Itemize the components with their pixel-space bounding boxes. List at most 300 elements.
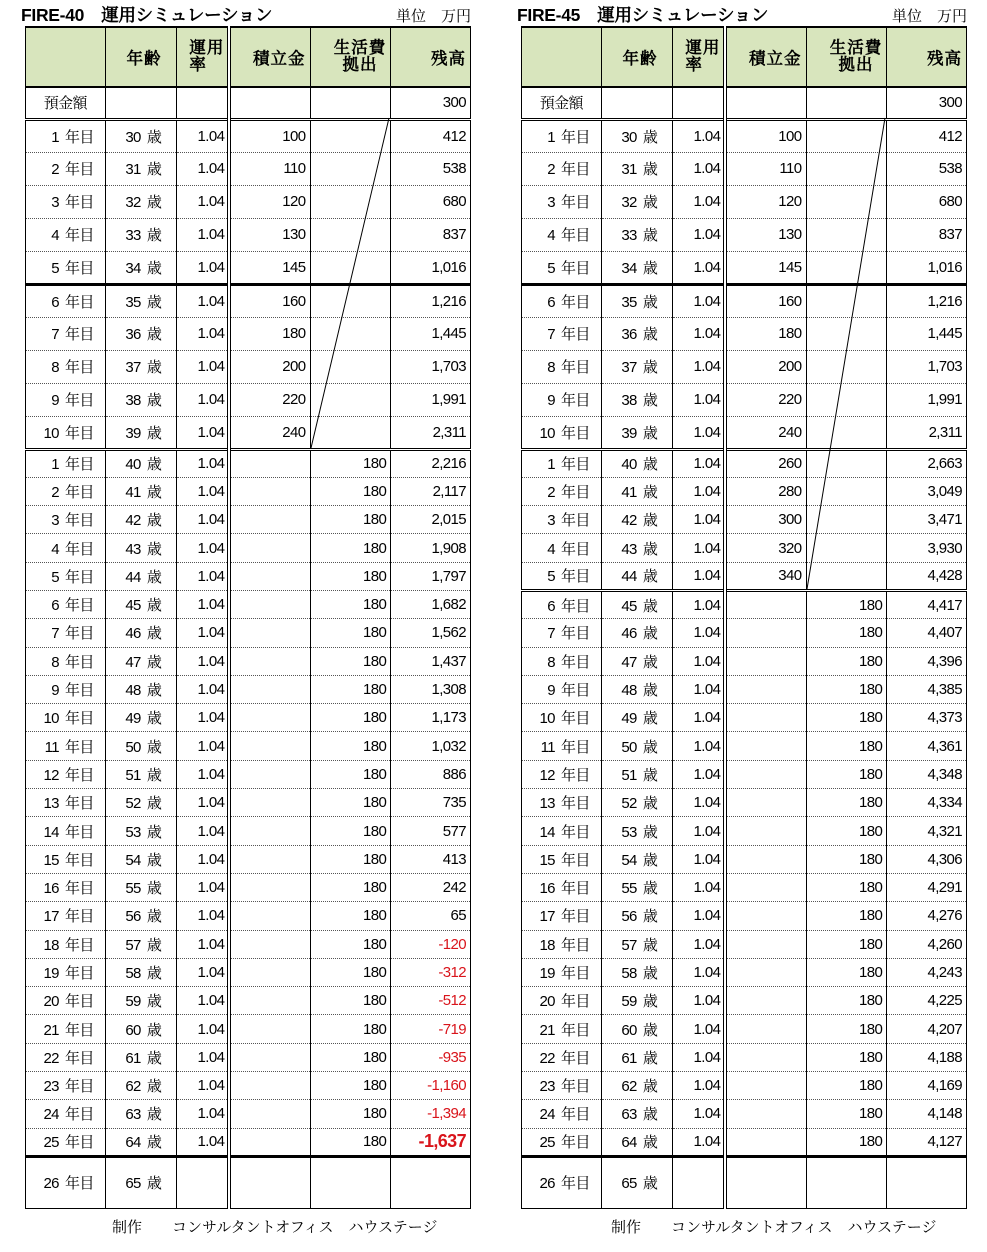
age-cell: [601, 873, 673, 901]
year-suffix: 年目: [560, 710, 590, 728]
age-cell: [601, 760, 673, 788]
year-cell: [522, 506, 602, 534]
balance-value: 1,173: [431, 709, 466, 727]
header-expense-line2: 拠出: [342, 55, 378, 74]
deposit-cell: 145: [725, 251, 806, 284]
rate-cell: 1.04: [673, 317, 725, 350]
expense-cell: 180: [310, 506, 391, 534]
expense-cell: 180: [310, 534, 391, 562]
rate-cell: 1.04: [177, 873, 229, 901]
year-cell: [26, 284, 106, 317]
balance-cell: [887, 1015, 967, 1043]
balance-value: 1,437: [431, 652, 466, 670]
age-number: 52: [621, 795, 637, 813]
balance-value: 2,311: [432, 423, 466, 441]
age-suffix: 歳: [146, 993, 162, 1011]
rate-cell: 1.04: [177, 506, 229, 534]
year-number: 7: [547, 326, 555, 343]
balance-value: 1,216: [927, 292, 962, 310]
balance-value: 4,396: [927, 652, 962, 670]
balance-cell: [887, 1128, 967, 1156]
balance-value: 2,216: [431, 455, 466, 473]
deposit-cell: [229, 1043, 310, 1071]
age-suffix: 歳: [642, 161, 658, 178]
age-cell: [601, 284, 673, 317]
table-row: [26, 350, 471, 383]
expense-cell: 180: [310, 789, 391, 817]
balance-value: 4,127: [927, 1133, 962, 1151]
year-cell: [26, 449, 106, 477]
expense-cell: 180: [806, 760, 887, 788]
age-number: 43: [621, 540, 637, 558]
age-number: 35: [125, 293, 141, 311]
year-suffix: 年目: [560, 823, 590, 841]
age-suffix: 歳: [642, 710, 658, 728]
year-cell: [26, 958, 106, 986]
age-suffix: 歳: [642, 1049, 658, 1067]
age-suffix: 歳: [642, 483, 658, 501]
year-number: 20: [43, 993, 59, 1011]
table-row: [26, 873, 471, 901]
age-cell: [105, 1100, 177, 1128]
rate-cell: 1.04: [177, 845, 229, 873]
year-number: 13: [539, 795, 555, 813]
balance-value: 3,471: [927, 511, 962, 529]
year-cell: [522, 675, 602, 703]
expense-cell: 180: [806, 704, 887, 732]
age-number: 59: [125, 993, 141, 1011]
deposit-cell: 300: [725, 506, 806, 534]
year-number: 18: [539, 936, 555, 954]
balance-cell: [887, 1100, 967, 1128]
deposit-cell: [229, 1128, 310, 1156]
table-row: [26, 1128, 471, 1156]
expense-cell: 180: [310, 647, 391, 675]
age-suffix: 歳: [146, 128, 162, 146]
balance-cell: [887, 449, 967, 477]
expense-cell: 180: [806, 789, 887, 817]
age-cell: [105, 619, 177, 647]
age-cell: [601, 185, 673, 218]
deposit-cell: [725, 987, 806, 1015]
balance-value: 4,207: [927, 1020, 962, 1038]
year-suffix: 年目: [64, 359, 94, 376]
year-cell: [26, 789, 106, 817]
age-suffix: 歳: [146, 1175, 162, 1193]
rate-cell: 1.04: [673, 383, 725, 416]
balance-value: -935: [438, 1048, 466, 1066]
age-cell: [601, 675, 673, 703]
age-cell: [105, 383, 177, 416]
age-suffix: 歳: [146, 625, 162, 643]
age-number: 52: [125, 795, 141, 813]
table-row: [26, 675, 471, 703]
table-row: [522, 789, 967, 817]
age-number: 60: [125, 1021, 141, 1039]
age-suffix: 歳: [642, 227, 658, 244]
deposit-cell: [725, 1100, 806, 1128]
rate-cell: 1.04: [673, 619, 725, 647]
balance-cell: [887, 930, 967, 958]
deposit-cell: 180: [229, 317, 310, 350]
header-row: [26, 27, 471, 87]
year-number: 8: [547, 653, 555, 671]
age-cell: [105, 789, 177, 817]
deposit-cell: [725, 930, 806, 958]
balance-cell: [887, 647, 967, 675]
age-number: 63: [621, 1106, 637, 1124]
balance-cell: [887, 1043, 967, 1071]
year-number: 7: [547, 625, 555, 643]
expense-cell: [806, 119, 887, 152]
table-row: [26, 732, 471, 760]
deposit-cell: [725, 675, 806, 703]
age-cell: [105, 1043, 177, 1071]
year-suffix: 年目: [64, 424, 94, 442]
balance-value: 2,015: [431, 511, 466, 529]
age-number: 40: [125, 456, 141, 474]
rate-cell: 1.04: [177, 416, 229, 449]
balance-value: 1,032: [431, 737, 466, 755]
deposit-cell: [725, 845, 806, 873]
year-suffix: 年目: [560, 161, 590, 178]
header-year: [522, 27, 602, 87]
balance-value: 1,216: [431, 292, 466, 310]
year-cell: [522, 534, 602, 562]
age-suffix: 歳: [642, 456, 658, 474]
table-row: [522, 1015, 967, 1043]
year-cell: [522, 218, 602, 251]
deposit-cell: [229, 1072, 310, 1100]
balance-cell: [391, 930, 471, 958]
year-cell: [26, 562, 106, 590]
header-year: [26, 27, 106, 87]
balance-value: 2,311: [928, 423, 962, 441]
age-number: 59: [621, 993, 637, 1011]
balance-cell: [391, 647, 471, 675]
balance-value: 1,016: [431, 258, 466, 276]
initial-deposit-row: [26, 87, 471, 119]
year-suffix: 年目: [64, 259, 94, 277]
deposit-cell: 200: [229, 350, 310, 383]
rate-cell: 1.04: [177, 1128, 229, 1156]
age-cell: [105, 449, 177, 477]
expense-cell: 180: [806, 647, 887, 675]
table-row: [26, 817, 471, 845]
age-suffix: 歳: [642, 128, 658, 146]
rate-cell: 1.04: [177, 647, 229, 675]
cell-empty: [229, 1156, 310, 1208]
year-cell: [522, 619, 602, 647]
cell-empty: [806, 1156, 887, 1208]
expense-cell: 180: [310, 845, 391, 873]
deposit-cell: 160: [229, 284, 310, 317]
year-cell: [522, 383, 602, 416]
year-cell: [522, 817, 602, 845]
year-number: 3: [51, 194, 59, 211]
year-suffix: 年目: [64, 1049, 94, 1067]
deposit-cell: [229, 1015, 310, 1043]
age-cell: [105, 930, 177, 958]
table-row: [522, 902, 967, 930]
year-suffix: 年目: [560, 851, 590, 869]
year-suffix: 年目: [560, 1078, 590, 1096]
expense-cell: 180: [806, 845, 887, 873]
expense-cell: [310, 383, 391, 416]
year-cell: [26, 350, 106, 383]
year-suffix: 年目: [64, 128, 94, 146]
balance-cell: [391, 284, 471, 317]
deposit-cell: [229, 902, 310, 930]
year-suffix: 年目: [560, 738, 590, 756]
balance-cell: [391, 251, 471, 284]
table-row: [26, 619, 471, 647]
expense-cell: [310, 317, 391, 350]
balance-value: 1,797: [431, 567, 466, 585]
expense-cell: [806, 284, 887, 317]
age-cell: [105, 350, 177, 383]
year-suffix: 年目: [64, 1021, 94, 1039]
table-row: [26, 1100, 471, 1128]
deposit-cell: [725, 789, 806, 817]
balance-value: 577: [442, 822, 466, 840]
year-suffix: 年目: [64, 194, 94, 211]
rate-cell: 1.04: [673, 958, 725, 986]
year-number: 5: [547, 259, 555, 277]
balance-value: 680: [938, 193, 962, 210]
balance-cell: [391, 1043, 471, 1071]
deposit-cell: [725, 704, 806, 732]
age-suffix: 歳: [642, 1021, 658, 1039]
year-suffix: 年目: [64, 993, 94, 1011]
deposit-cell: [725, 619, 806, 647]
balance-value: -1,160: [427, 1077, 466, 1095]
age-suffix: 歳: [146, 1106, 162, 1124]
header-expense-line1: 生活費: [829, 38, 883, 57]
final-row: [26, 1156, 471, 1208]
deposit-cell: [725, 732, 806, 760]
rate-cell: 1.04: [673, 704, 725, 732]
expense-cell: 180: [806, 675, 887, 703]
rate-cell: 1.04: [177, 1043, 229, 1071]
expense-cell: 180: [310, 1015, 391, 1043]
year-cell: [522, 152, 602, 185]
rate-cell: 1.04: [673, 732, 725, 760]
balance-value: 65: [450, 907, 466, 925]
year-cell: [26, 416, 106, 449]
age-suffix: 歳: [146, 483, 162, 501]
year-cell: [522, 590, 602, 618]
year-cell: [522, 1015, 602, 1043]
age-suffix: 歳: [642, 851, 658, 869]
balance-value: 4,260: [927, 935, 962, 953]
age-cell: [601, 562, 673, 590]
table-row: [522, 477, 967, 505]
age-cell: [105, 760, 177, 788]
age-suffix: 歳: [642, 1134, 658, 1152]
age-cell: [601, 845, 673, 873]
table-row: [26, 477, 471, 505]
year-suffix: 年目: [560, 766, 590, 784]
year-cell: [522, 873, 602, 901]
year-number: 6: [51, 293, 59, 311]
year-cell: [26, 534, 106, 562]
age-cell: [601, 1072, 673, 1100]
table-row: [522, 1072, 967, 1100]
age-cell: [601, 119, 673, 152]
balance-cell: [391, 675, 471, 703]
age-number: 41: [125, 483, 141, 501]
deposit-cell: [725, 1128, 806, 1156]
table-row: [26, 987, 471, 1015]
expense-cell: [310, 119, 391, 152]
deposit-cell: 200: [725, 350, 806, 383]
table-row: [522, 647, 967, 675]
balance-cell: [391, 119, 471, 152]
age-number: 49: [125, 710, 141, 728]
year-number: 4: [547, 540, 555, 558]
year-suffix: 年目: [560, 993, 590, 1011]
year-cell: [522, 760, 602, 788]
simulation-table: [521, 26, 967, 1209]
expense-cell: 180: [310, 1072, 391, 1100]
balance-value: 1,703: [927, 358, 962, 375]
cell-empty: [887, 1156, 967, 1208]
rate-cell: 1.04: [673, 350, 725, 383]
age-number: 33: [125, 227, 141, 244]
rate-cell: 1.04: [177, 185, 229, 218]
year-suffix: 年目: [560, 512, 590, 530]
year-cell: [522, 477, 602, 505]
deposit-cell: 220: [229, 383, 310, 416]
year-number: 8: [547, 359, 555, 376]
year-suffix: 年目: [64, 293, 94, 311]
age-suffix: 歳: [146, 1049, 162, 1067]
age-number: 39: [125, 424, 141, 442]
table-row: [522, 251, 967, 284]
expense-cell: [806, 416, 887, 449]
year-suffix: 年目: [560, 1021, 590, 1039]
age-suffix: 歳: [642, 1078, 658, 1096]
deposit-cell: 130: [229, 218, 310, 251]
table-row: [522, 185, 967, 218]
balance-value: -512: [438, 992, 466, 1010]
expense-cell: 180: [310, 675, 391, 703]
cell-empty: [725, 87, 806, 119]
age-number: 42: [125, 512, 141, 530]
table-row: [522, 845, 967, 873]
rate-cell: 1.04: [673, 218, 725, 251]
balance-value: 4,428: [927, 567, 962, 585]
age-suffix: 歳: [146, 540, 162, 558]
balance-cell: [391, 534, 471, 562]
year-suffix: 年目: [560, 1134, 590, 1152]
year-cell: [522, 902, 602, 930]
balance-value: 1,445: [927, 325, 962, 342]
initial-label: 預金額: [522, 87, 602, 119]
expense-cell: 180: [310, 902, 391, 930]
header-row: [522, 27, 967, 87]
age-number: 38: [621, 392, 637, 409]
expense-cell: [806, 449, 887, 477]
age-number: 57: [125, 936, 141, 954]
deposit-cell: [229, 647, 310, 675]
deposit-cell: [229, 958, 310, 986]
year-suffix: 年目: [64, 653, 94, 671]
rate-cell: 1.04: [673, 902, 725, 930]
header-expense: [806, 27, 887, 87]
year-cell: [522, 1072, 602, 1100]
expense-cell: [310, 284, 391, 317]
rate-cell: 1.04: [177, 449, 229, 477]
header-rate: [177, 27, 229, 87]
expense-cell: 180: [806, 619, 887, 647]
age-cell: [601, 817, 673, 845]
year-cell: [522, 704, 602, 732]
age-suffix: 歳: [146, 710, 162, 728]
year-suffix: 年目: [64, 851, 94, 869]
age-cell: [105, 152, 177, 185]
year-number: 24: [539, 1106, 555, 1124]
balance-value: 4,243: [927, 963, 962, 981]
table-row: [26, 845, 471, 873]
year-number: 1: [51, 456, 59, 474]
year-number: 7: [51, 326, 59, 343]
year-suffix: 年目: [560, 359, 590, 376]
year-number: 2: [547, 483, 555, 501]
rate-cell: 1.04: [177, 789, 229, 817]
cell-empty: [177, 87, 229, 119]
age-cell: [105, 675, 177, 703]
expense-cell: 180: [310, 704, 391, 732]
expense-cell: [806, 251, 887, 284]
age-cell: [105, 817, 177, 845]
age-suffix: 歳: [642, 653, 658, 671]
age-cell: [105, 284, 177, 317]
balance-value: 413: [442, 850, 466, 868]
cell-empty: [673, 87, 725, 119]
age-cell: [105, 647, 177, 675]
balance-cell: [391, 185, 471, 218]
balance-cell: [391, 873, 471, 901]
expense-cell: [310, 251, 391, 284]
balance-cell: [887, 477, 967, 505]
rate-cell: 1.04: [177, 760, 229, 788]
rate-cell: 1.04: [177, 590, 229, 618]
year-number: 10: [539, 424, 555, 442]
expense-cell: 180: [310, 987, 391, 1015]
year-number: 4: [51, 540, 59, 558]
age-cell: [105, 1128, 177, 1156]
rate-cell: 1.04: [177, 152, 229, 185]
year-cell: [522, 317, 602, 350]
table-row: [522, 350, 967, 383]
deposit-cell: [229, 845, 310, 873]
expense-cell: 180: [806, 987, 887, 1015]
year-cell: [26, 590, 106, 618]
expense-cell: [806, 383, 887, 416]
expense-cell: [310, 152, 391, 185]
balance-cell: [887, 534, 967, 562]
rate-cell: 1.04: [673, 506, 725, 534]
header-rate-line2: 率: [685, 55, 703, 74]
balance-cell: [391, 1072, 471, 1100]
rate-cell: 1.04: [177, 704, 229, 732]
age-suffix: 歳: [146, 880, 162, 898]
age-number: 44: [125, 568, 141, 586]
expense-cell: [310, 218, 391, 251]
balance-cell: [391, 845, 471, 873]
